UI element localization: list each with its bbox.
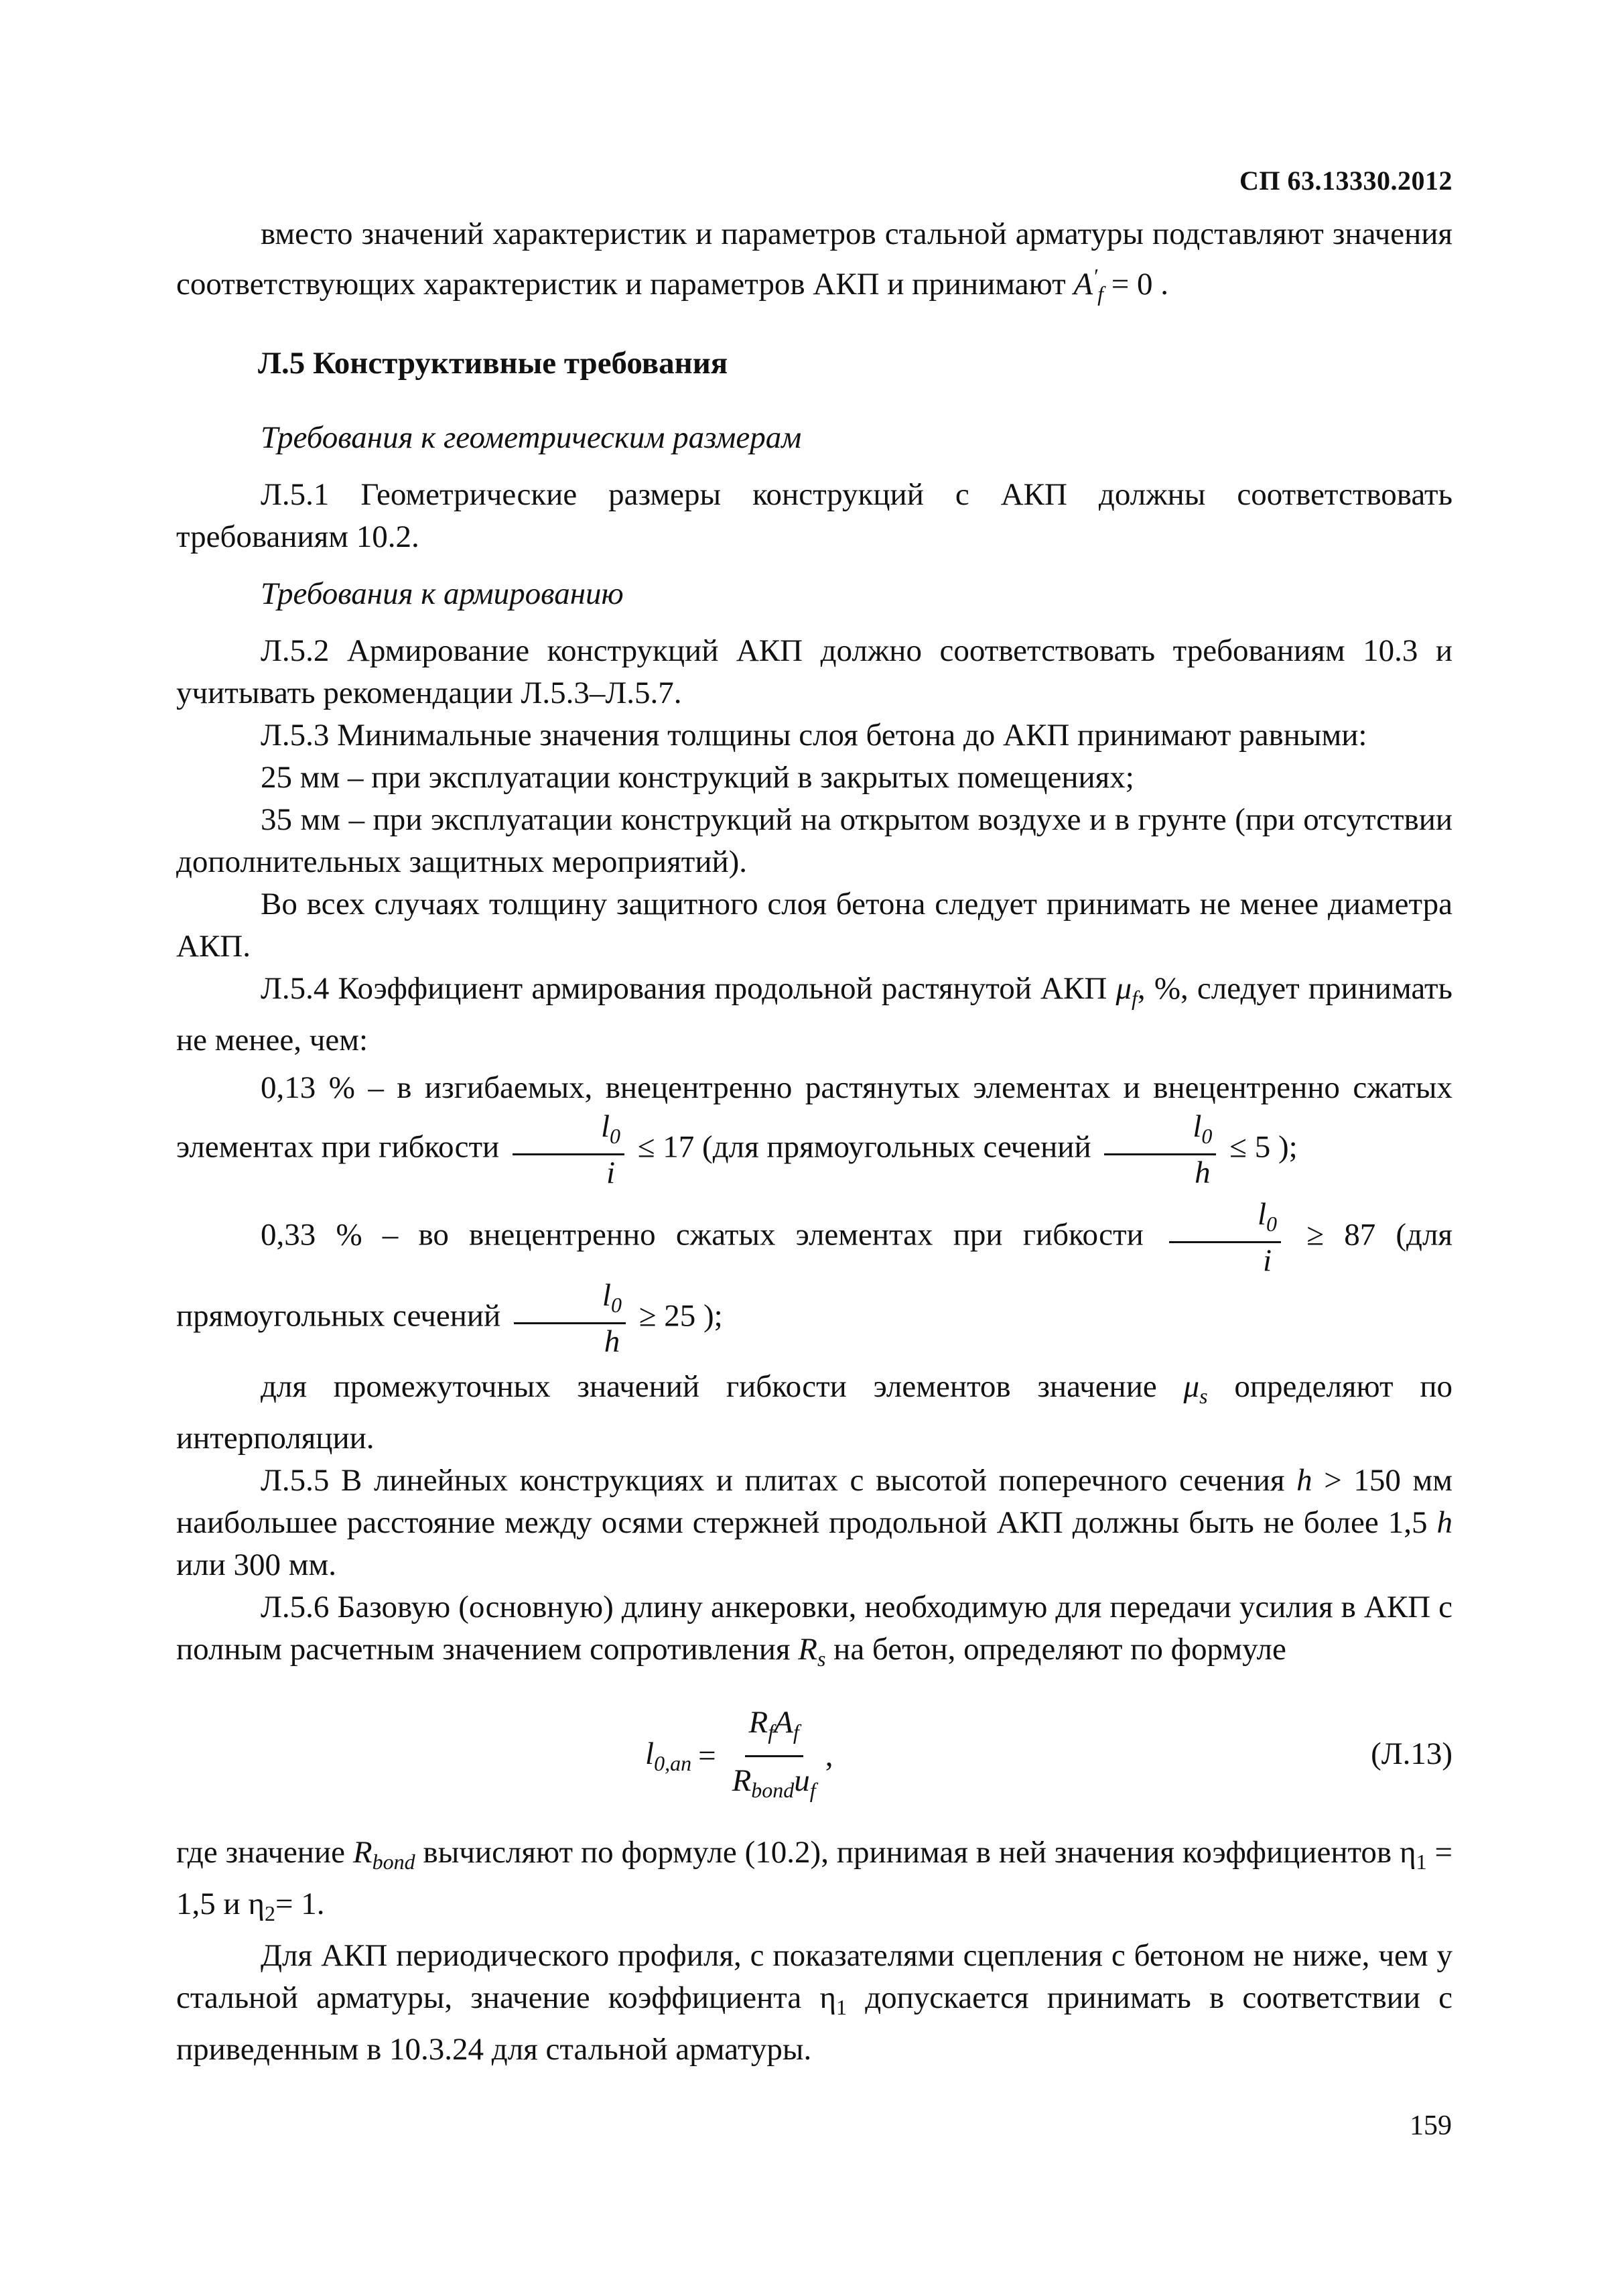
eq-fraction: $\frac{R_fA_f}{R_{bond}u_f}$ [728, 1699, 820, 1813]
last-text-b: допускается принимать в соответствии с приведенным в 10.3.24 для стальной арматуры. [176, 1980, 1452, 2067]
fraction-l0-over-i-2: $\frac{l_0}{i}$ [1169, 1197, 1281, 1278]
para-013 [176, 1067, 1452, 1190]
document-code: СП 63.13330.2012 [1239, 166, 1452, 196]
p013-text-c: ≤ 5 ); [1229, 1129, 1298, 1165]
fraction-l0-over-h: $\frac{l_0}{h}$ [1104, 1109, 1216, 1190]
para-35mm: 35 мм – при эксплуатации конструкций на открытом воздухе и в грунте (при отсутствии дополнительных защитных мероприятий). [176, 802, 1452, 879]
l-5-4-text-a: Л.5.4 Коэффициент армирования продольной растянутой АКП [261, 971, 1107, 1006]
where-text-b: вычисляют по формуле (10.2), принимая в ней значения коэффициентов η [423, 1835, 1416, 1870]
equation-body: $l_{0,an}$ = $\frac{R_fA_f}{R_{bond}u_f}$ , [645, 1699, 833, 1813]
where-text-d: = 1. [275, 1887, 325, 1921]
where-text-c: = 1,5 и η [176, 1835, 1452, 1921]
interp-text-b: определяют по интерполяции. [176, 1369, 1452, 1456]
interp-text-a: для промежуточных значений гибкости элементов значение [261, 1369, 1157, 1404]
l-5-6-text-b: на бетон, определяют по формуле [833, 1632, 1286, 1667]
p033-text-a: 0,33 % – во внецентренно сжатых элементах при гибкости [261, 1217, 1144, 1253]
para-l-5-2: Л.5.2 Армирование конструкций АКП должно соответствовать требованиям 10.3 и учитывать рекомендации Л.5.3–Л.5.7. [176, 633, 1452, 710]
intro-formula-tail: = 0 . [1111, 267, 1168, 302]
fraction-l0-over-h-2: $\frac{l_0}{h}$ [514, 1278, 626, 1359]
para-25mm: 25 мм – при эксплуатации конструкций в закрытых помещениях; [261, 760, 1134, 795]
l-5-5-text-c: или 300 мм. [176, 1547, 336, 1582]
equation-number: (Л.13) [1371, 1736, 1452, 1771]
p013-text-b: ≤ 17 (для прямоугольных сечений [637, 1129, 1091, 1165]
para-033 [176, 1197, 1452, 1359]
formula-rs: $R_s$ [798, 1632, 826, 1671]
p033-text-c: прямоугольных сечений [176, 1298, 501, 1334]
section-title: Л.5 Конструктивные требования [258, 346, 728, 381]
intro-paragraph [176, 213, 1452, 315]
formula-mu-s: $\mu_s$ [1183, 1369, 1208, 1408]
section-body-2 [176, 1832, 1452, 2071]
section-body [176, 417, 1452, 1680]
p033-text-b: ≥ 87 (для [1306, 1217, 1453, 1253]
subhead-geometry: Требования к геометрическим размерам [261, 420, 802, 455]
para-interpolation [176, 1366, 1452, 1460]
fraction-l0-over-i: $\frac{l_0}{i}$ [513, 1109, 624, 1190]
formula-h: h [1296, 1463, 1312, 1498]
para-l-5-4 [176, 968, 1452, 1062]
eq-lhs: $l_{0,an}$ [645, 1736, 692, 1775]
para-last: Для АКП периодического профиля, с показателями сцепления с бетоном не ниже, чем у стальной арматуры, значение коэффициента $\eta_1$ допускается принимать в соответствии с приведенным в 10.3.24 для стальной арматуры. [176, 1938, 1452, 2067]
l-5-5-text-a: Л.5.5 В линейных конструкциях и плитах с высотой поперечного сечения [261, 1463, 1285, 1498]
subhead-reinforcement: Требования к армированию [261, 576, 624, 611]
intro-text: вместо значений характеристик и параметров стальной арматуры подставляют значения соответствующих характеристик и параметров АКП и принимают [176, 216, 1452, 302]
para-l-5-6 [176, 1586, 1452, 1680]
last-text-a: Для АКП периодического профиля, с показателями сцепления с бетоном не ниже, чем у стальной арматуры, значение коэффициента η [176, 1938, 1452, 2015]
formula-h-2: h [1436, 1505, 1452, 1540]
l-5-4-text-b: , %, следует принимать не менее, чем: [176, 971, 1452, 1058]
where-text-a: где значение [176, 1835, 345, 1870]
equation-l13 [176, 1699, 1452, 1813]
para-l-5-5 [176, 1460, 1452, 1586]
formula-mu-f: $\mu_f$ [1116, 971, 1138, 1010]
para-where: где значение $R_{bond}$ вычисляют по формуле (10.2), принимая в ней значения коэффициентов $\eta_1 = 1,5$ и $\eta_2= 1$. [176, 1835, 1452, 1925]
l-5-5-text-b: > 150 мм наибольшее расстояние между осями стержней продольной АКП должны быть не более 1,5 [176, 1463, 1452, 1540]
page-number: 159 [1410, 2110, 1452, 2141]
formula-af-prime: $A'_f$ [1073, 264, 1103, 306]
p033-text-d: ≥ 25 ); [638, 1298, 723, 1334]
para-l-5-1: Л.5.1 Геометрические размеры конструкций с АКП должны соответствовать требованиям 10.2. [176, 477, 1452, 554]
para-all-cases: Во всех случаях толщину защитного слоя бетона следует принимать не менее диаметра АКП. [176, 887, 1452, 964]
para-l-5-3: Л.5.3 Минимальные значения толщины слоя бетона до АКП принимают равными: [261, 718, 1367, 753]
formula-rbond: $R_{bond}$ [352, 1835, 415, 1874]
l-5-6-text-a: Л.5.6 Базовую (основную) длину анкеровки, необходимую для передачи усилия в АКП с полным расчетным значением сопротивления [176, 1590, 1452, 1667]
p013-text-a: 0,13 % – в изгибаемых, внецентренно растянутых элементах и внецентренно сжатых элементах при гибкости [176, 1070, 1452, 1165]
